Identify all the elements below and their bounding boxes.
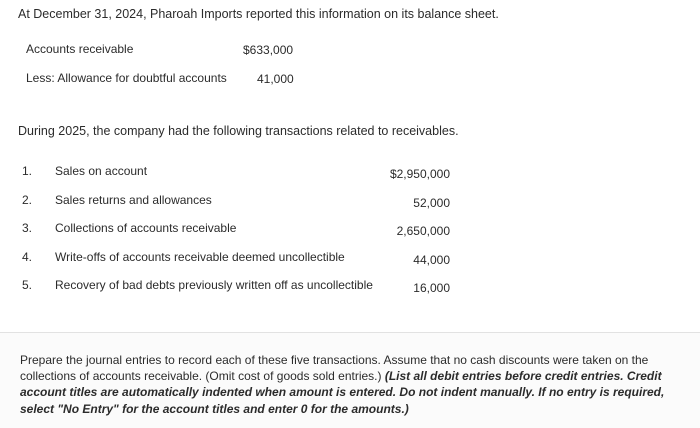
instructions-emphasis: (List all debit entries before credit entries. Credit account titles are automatically indented when amount is entered. Do not indent manually. If no entry is required, select "No Entry" for the account titles and enter 0 for the amounts.): [20, 369, 665, 416]
transaction-description: Write-offs of accounts receivable deemed uncollectible: [55, 250, 345, 264]
transaction-amount: $2,950,000: [389, 167, 450, 181]
transaction-number: 5.: [22, 278, 33, 292]
transaction-description: Collections of accounts receivable: [55, 221, 237, 235]
transaction-amount: 52,000: [413, 196, 450, 210]
transaction-description: Recovery of bad debts previously written off as uncollectible: [55, 278, 373, 292]
instructions-plain: Prepare the journal entries to record each of these five transactions. Assume that no cash discounts were taken on the collections of accounts receivable. (Omit cost of goods sold entries.): [20, 353, 649, 384]
during-text: During 2025, the company had the following transactions related to receivables.: [18, 124, 459, 138]
intro-text: At December 31, 2024, Pharoah Imports reported this information on its balance sheet.: [18, 7, 499, 21]
transaction-number: 1.: [22, 164, 33, 178]
balance-label-accounts-receivable: Accounts receivable: [26, 42, 134, 56]
balance-label-allowance: Less: Allowance for doubtful accounts: [26, 71, 227, 85]
balance-value-accounts-receivable: $633,000: [243, 43, 294, 57]
instructions-text: [20, 352, 696, 417]
transaction-number: 2.: [22, 193, 33, 207]
transaction-amount: 44,000: [413, 253, 450, 267]
balance-value-allowance: 41,000: [257, 72, 294, 86]
transaction-number: 4.: [22, 250, 33, 264]
transaction-description: Sales returns and allowances: [55, 193, 212, 207]
transaction-number: 3.: [22, 221, 33, 235]
transaction-amount: 16,000: [413, 281, 450, 295]
transaction-description: Sales on account: [55, 164, 148, 178]
transaction-amount: 2,650,000: [396, 224, 450, 238]
